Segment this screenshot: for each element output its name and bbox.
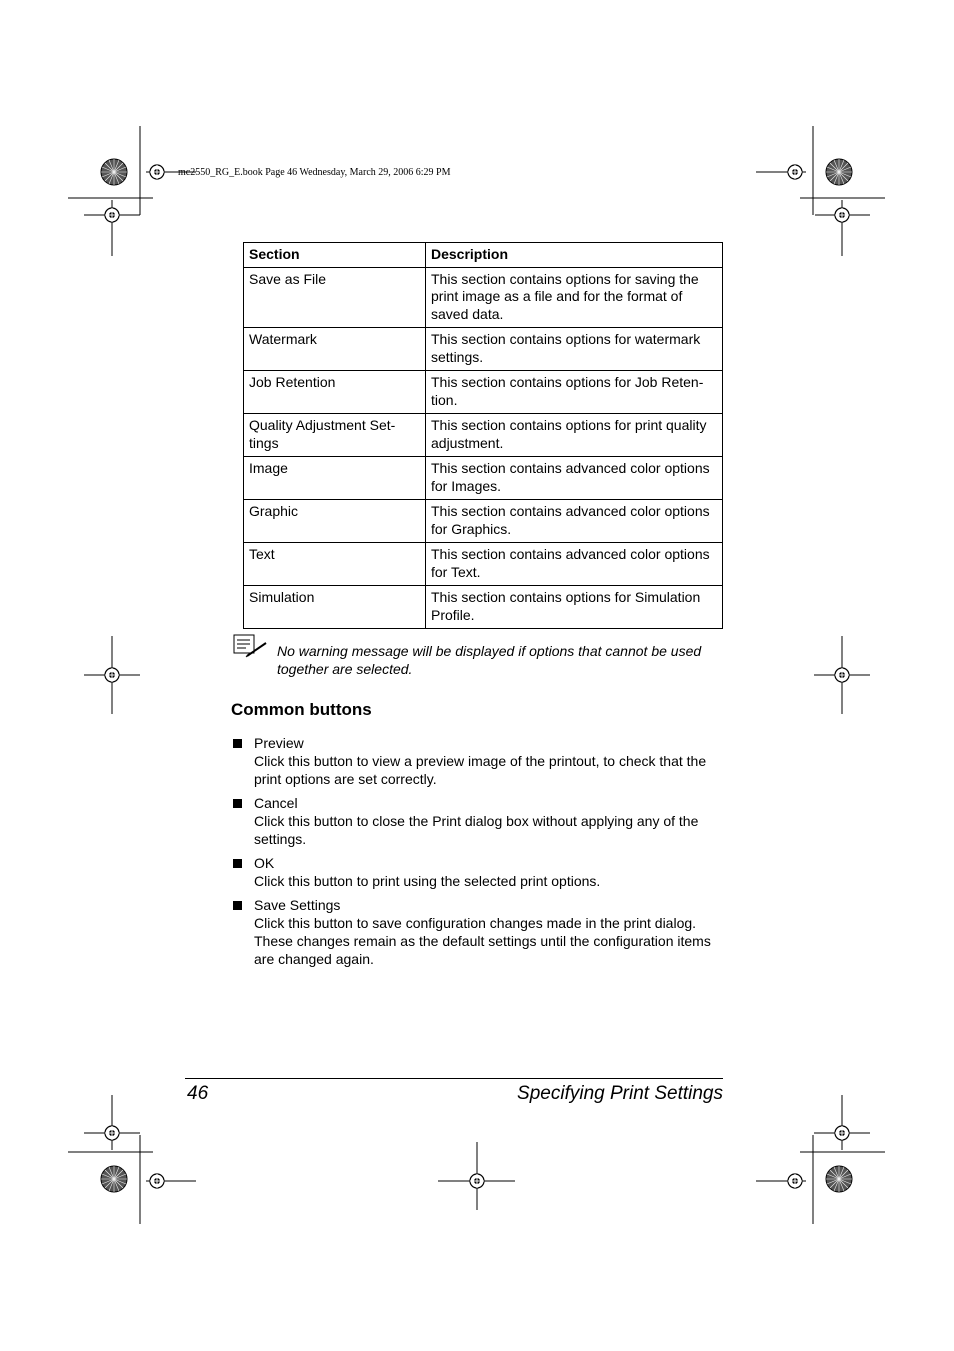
section-cell: Text [244,543,426,586]
common-buttons-list [231,734,726,974]
button-description: Click this button to close the Print dialog box without applying any of the settings. [254,813,699,847]
column-header-section: Section [244,243,426,268]
sections-table [243,242,723,629]
table-row [244,543,723,586]
description-cell: This section contains advanced color options for Text. [426,543,723,586]
table-row [244,371,723,414]
description-cell: This section contains options for print quality adjustment. [426,414,723,457]
bullet-square-icon [233,799,242,808]
button-name: Save Settings [254,897,341,913]
bullet-square-icon [233,859,242,868]
table-header-row [244,243,723,268]
list-item [231,794,726,848]
page-number: 46 [187,1083,209,1104]
button-name: OK [254,855,275,871]
description-cell: This section contains advanced color options for Graphics. [426,500,723,543]
table-row [244,328,723,371]
section-cell: Quality Adjustment Set- tings [244,414,426,457]
description-cell: This section contains options for Job Reten- tion. [426,371,723,414]
description-cell: This section contains options for watermark settings. [426,328,723,371]
table-row [244,457,723,500]
button-description: Click this button to save configuration changes made in the print dialog. These changes remain as the default settings until the configuration items are changed again. [254,915,711,967]
list-item [231,896,726,968]
section-cell: Watermark [244,328,426,371]
table-row [244,267,723,328]
common-buttons-heading: Common buttons [231,700,372,719]
button-description: Click this button to print using the selected print options. [254,873,601,889]
footer-rule [185,1078,723,1079]
table-row [244,500,723,543]
section-cell: Save as File [244,267,426,328]
section-cell: Simulation [244,586,426,629]
note-text: No warning message will be displayed if options that cannot be used together are selected. [277,643,702,677]
description-cell: This section contains advanced color options for Images. [426,457,723,500]
description-cell: This section contains options for Simulation Profile. [426,586,723,629]
bullet-square-icon [233,739,242,748]
section-cell: Image [244,457,426,500]
bullet-square-icon [233,901,242,910]
button-description: Click this button to view a preview image of the printout, to check that the print options are set correctly. [254,753,707,787]
description-cell: This section contains options for saving the print image as a file and for the format of saved data. [426,267,723,328]
chapter-title: Specifying Print Settings [517,1083,723,1104]
table-row [244,586,723,629]
section-cell: Job Retention [244,371,426,414]
note-pencil-icon [233,634,269,658]
table-row [244,414,723,457]
button-name: Cancel [254,795,298,811]
print-header-line: mc2550_RG_E.book Page 46 Wednesday, March 29, 2006 6:29 PM [178,167,451,178]
section-cell: Graphic [244,500,426,543]
button-name: Preview [254,735,304,751]
list-item [231,854,726,890]
list-item [231,734,726,788]
column-header-description: Description [426,243,723,268]
